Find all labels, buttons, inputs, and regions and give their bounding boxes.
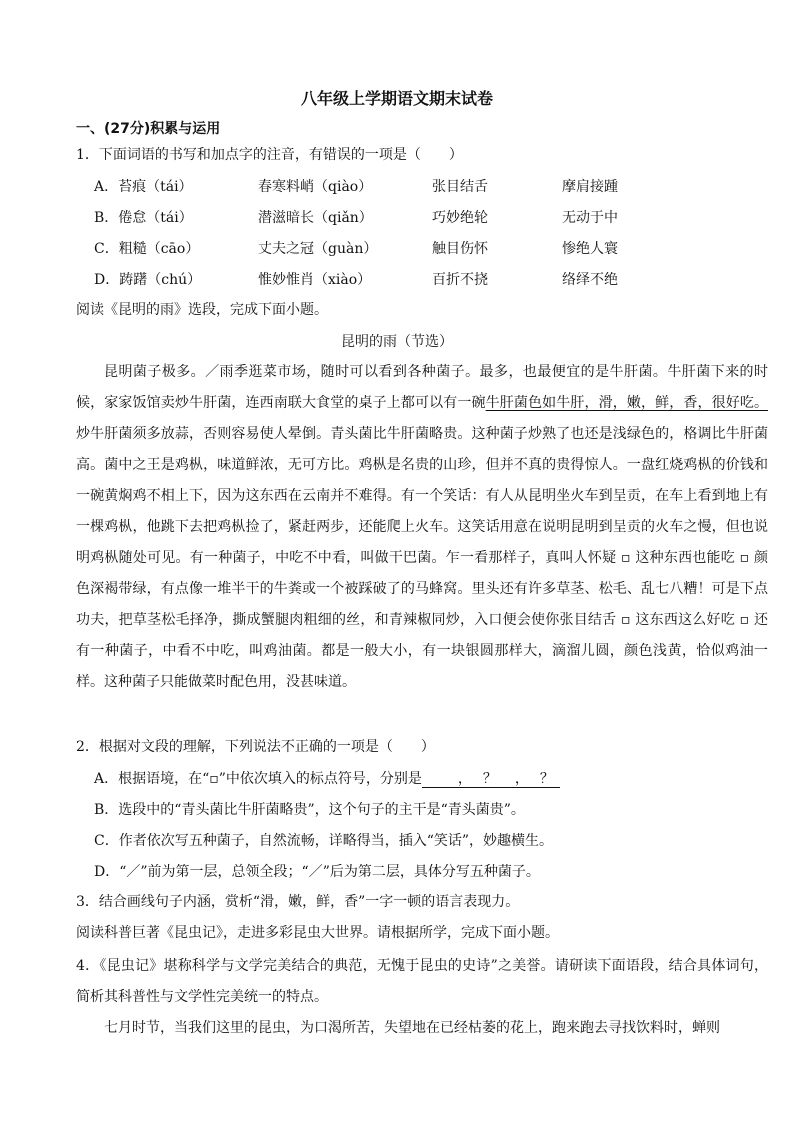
question-4: 4．《昆虫记》堪称科学与文学完美结合的典范，无愧于昆虫的史诗”之美誉。请研读下面语段，结合具体词句，简析其科普性与文学性完美统一的特点。 (76, 958, 768, 1005)
question-2-option-c: C．作者依次写五种菌子，自然流畅，详略得当，插入“笑话”，妙趣横生。 (94, 833, 554, 849)
question-1-stem: 1．下面词语的书写和加点字的注音，有错误的一项是（ ） (76, 147, 463, 163)
passage-text-part: 昆明菌子极多。／雨季逛菜市场，随时可以看到各种菌子。最多，也最便宜的是牛肝菌。牛肝菌下来的时候，家家饭馆卖炒牛肝菌，连西南联大食堂的桌子上都可以有一碗 (76, 364, 768, 411)
question-3: 3．结合画线句子内涵，赏析“滑，嫩，鲜，香”一字一顿的语言表现力。 (76, 894, 520, 910)
option-word: 络绎不绝 (562, 272, 618, 288)
passage-2-text: 七月时节，当我们这里的昆虫，为口渴所苦，失望地在已经枯萎的花上，跑来跑去寻找饮料时，蝉则 (104, 1020, 720, 1036)
option-word: 百折不挠 (432, 272, 488, 288)
option-word: 惟妙惟肖（xiào） (258, 272, 372, 288)
reading-2-intro: 阅读科普巨著《昆虫记》，走进多彩昆虫大世界。请根据所学，完成下面小题。 (76, 925, 559, 941)
option-word: C．粗糙（cāo） (94, 241, 200, 257)
answer-blank: ， ？ ， ？ (422, 771, 560, 788)
question-2-option-b: B．选段中的“青头菌比牛肝菌略贵”，这个句子的主干是“青头菌贵”。 (94, 802, 525, 818)
option-word: 丈夫之冠（guàn） (258, 241, 378, 257)
question-2-stem: 2．根据对文段的理解，下列说法不正确的一项是（ ） (76, 739, 435, 755)
option-word: 无动于中 (562, 210, 618, 226)
option-word: 摩肩接踵 (562, 179, 618, 195)
option-word: 潜滋暗长（qiǎn） (258, 210, 373, 226)
exam-title: 八年级上学期语文期末试卷 (300, 89, 493, 108)
option-word: A．苔痕（tái） (94, 179, 193, 195)
question-2-option-d: D．“／”前为第一层，总领全段；“／”后为第二层，具体分写五种菌子。 (94, 864, 540, 880)
option-word: 巧妙绝轮 (432, 210, 488, 226)
reading-1-intro: 阅读《昆明的雨》选段，完成下面小题。 (76, 302, 328, 318)
passage-title: 昆明的雨（节选） (341, 334, 453, 350)
underlined-sentence: 牛肝菌色如牛肝，滑，嫩，鲜，香，很好吃。 (485, 395, 768, 411)
question-1-option-d (94, 269, 714, 289)
option-word: B．倦怠（tái） (94, 210, 193, 226)
option-word: D．踌躇（chú） (94, 272, 202, 288)
passage-text (76, 357, 768, 698)
option-word: 张目结舌 (432, 179, 488, 195)
question-1-option-a (94, 176, 714, 196)
passage-text-part: 炒牛肝菌须多放蒜，否则容易使人晕倒。青头菌比牛肝菌略贵。这种菌子炒熟了也还是浅绿色的，格调比牛肝菌高。菌中之王是鸡枞，味道鲜浓，无可方比。鸡枞是名贵的山珍，但并不真的贵得惊人。一盘红烧鸡枞的价钱和一碗黄焖鸡不相上下，因为这东西在云南并不难得。有一个笑话：有人从昆明坐火车到呈贡，在车上看到地上有一棵鸡枞，他跳下去把鸡枞捡了，紧赶两步，还能爬上火车。这笑话用意在说明昆明到呈贡的火车之慢，但也说明鸡枞随处可见。有一种菌子，中吃不中看，叫做干巴菌。乍一看那样子，真叫人怀疑 ▫ 这种东西也能吃 ▫ 颜色深褐带绿，有点像一堆半干的牛粪或一个被踩破了的马蜂窝。里头还有许多草茎、松毛、乱七八糟！可是下点功夫，把草茎松毛择净，撕成蟹腿肉粗细的丝，和青辣椒同炒，入口便会使你张目结舌 ▫ 这东西这么好吃 ▫ 还有一种菌子，中看不中吃，叫鸡油菌。都是一般大小，有一块银圆那样大，滴溜儿圆，颜色浅黄，恰似鸡油一样。这种菌子只能做菜时配色用，没甚味道。 (76, 426, 768, 690)
section-heading: 一、(27分)积累与运用 (76, 121, 221, 137)
option-word: 春寒料峭（qiào） (258, 179, 373, 195)
option-word: 触目伤怀 (432, 241, 488, 257)
question-2-option-a (94, 768, 560, 788)
question-1-option-b (94, 207, 714, 227)
option-text: A．根据语境，在“▫”中依次填入的标点符号，分别是 (94, 771, 422, 787)
question-1-option-c (94, 238, 714, 258)
option-word: 惨绝人寰 (562, 241, 618, 257)
